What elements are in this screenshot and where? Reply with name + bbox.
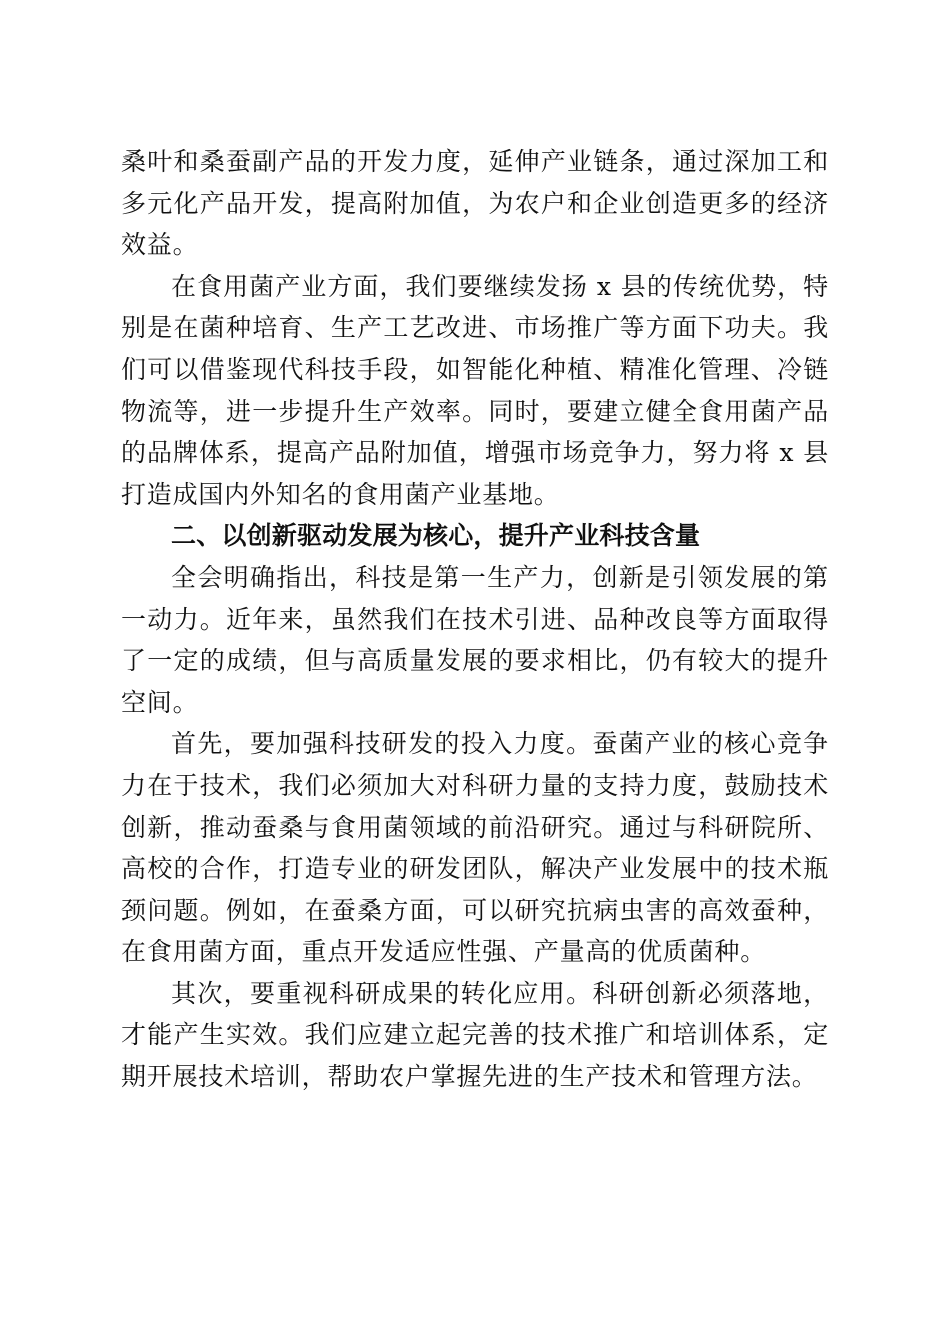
- paragraph-continuation: 桑叶和桑蚕副产品的开发力度，延伸产业链条，通过深加工和多元化产品开发，提高附加值，为农户和企业创造更多的经济效益。: [121, 147, 829, 260]
- section-heading-innovation: 二、以创新驱动发展为核心，提升产业科技含量: [171, 521, 701, 551]
- paragraph-plenary-tech: 全会明确指出，科技是第一生产力，创新是引领发展的第一动力。近年来，虽然我们在技术引进、品种改良等方面取得了一定的成绩，但与高质量发展的要求相比，仍有较大的提升空间。: [121, 562, 829, 717]
- document-body: [121, 141, 829, 1098]
- paragraph-first-rd-investment: 首先，要加强科技研发的投入力度。蚕菌产业的核心竞争力在于技术，我们必须加大对科研力量的支持力度，鼓励技术创新，推动蚕桑与食用菌领域的前沿研究。通过与科研院所、高校的合作，打造专业的研发团队，解决产业发展中的技术瓶颈问题。例如，在蚕桑方面，可以研究抗病虫害的高效蚕种，在食用菌方面，重点开发适应性强、产量高的优质菌种。: [121, 729, 829, 967]
- paragraph-edible-fungus: 在食用菌产业方面，我们要继续发扬 x 县的传统优势，特别是在菌种培育、生产工艺改进、市场推广等方面下功夫。我们可以借鉴现代科技手段，如智能化种植、精准化管理、冷链物流等，进一步提升生产效率。同时，要建立健全食用菌产品的品牌体系，提高产品附加值，增强市场竞争力，努力将 x 县打造成国内外知名的食用菌产业基地。: [121, 271, 829, 509]
- paragraph-second-transfer: 其次，要重视科研成果的转化应用。科研创新必须落地，才能产生实效。我们应建立起完善的技术推广和培训体系，定期开展技术培训，帮助农户掌握先进的生产技术和管理方法。: [121, 978, 829, 1092]
